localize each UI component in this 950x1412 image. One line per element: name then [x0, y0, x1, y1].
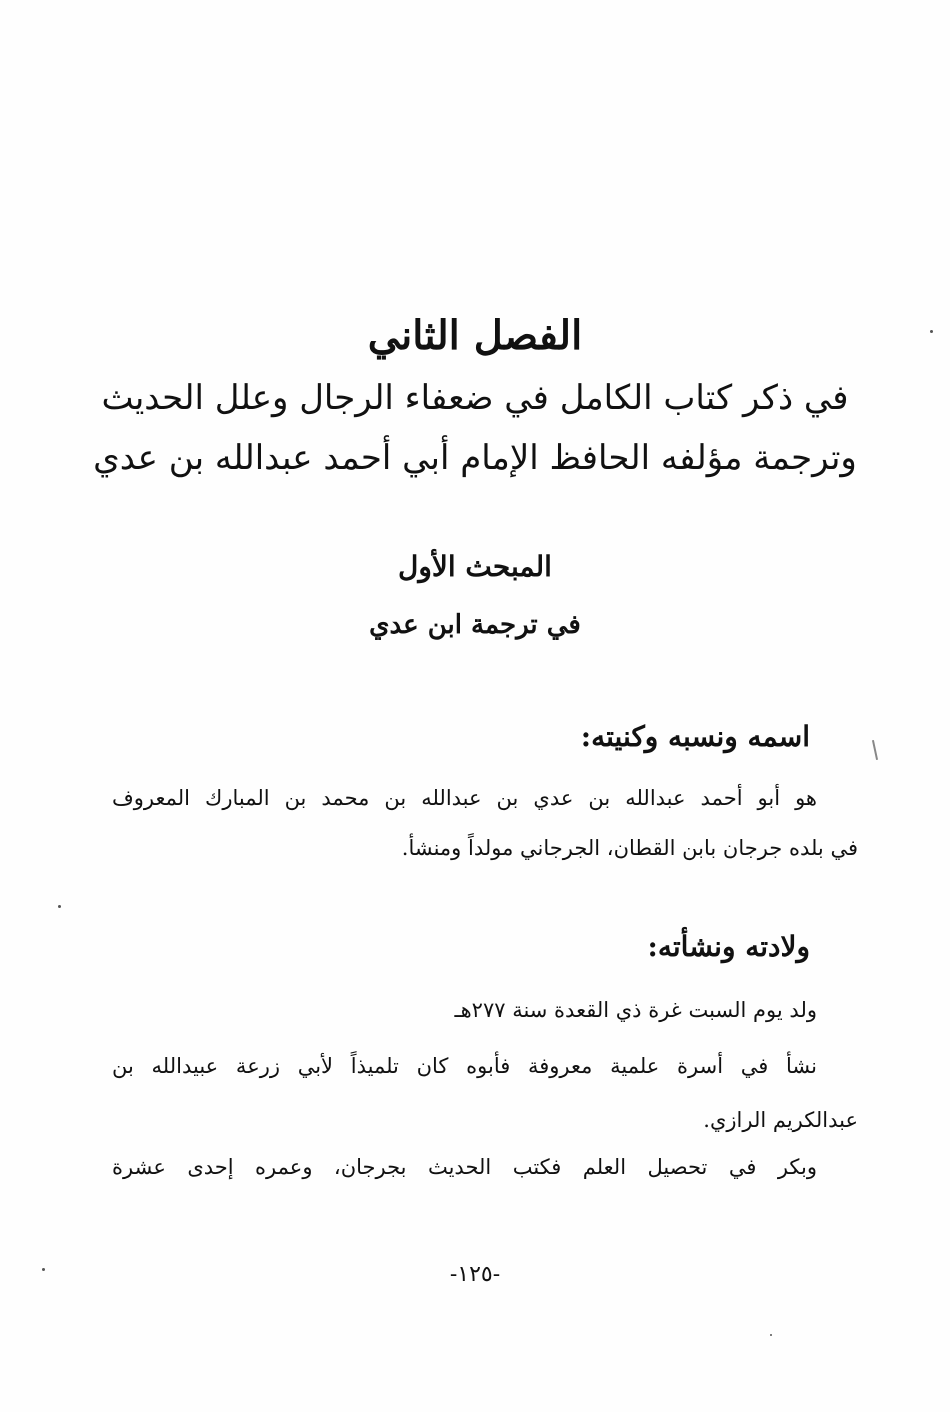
paragraph-name-line-2: في بلده جرجان بابن القطان، الجرجاني مولداً ومنشأ. — [401, 836, 858, 860]
scan-mark — [872, 740, 878, 760]
scan-speck — [770, 1334, 772, 1336]
chapter-subtitle-line-2: وترجمة مؤلفه الحافظ الإمام أبي أحمد عبدالله بن عدي — [93, 438, 857, 478]
paragraph-upbringing-line-1: نشأ في أسرة علمية معروفة فأبوه كان تلميذاً لأبي زرعة عبيدالله بن — [112, 1054, 817, 1078]
page-number: -١٢٥- — [449, 1262, 501, 1287]
heading-birth-upbringing: ولادته ونشأته: — [647, 930, 810, 963]
section-subtitle: في ترجمة ابن عدي — [369, 610, 581, 640]
heading-name-lineage: اسمه ونسبه وكنيته: — [580, 720, 810, 753]
paragraph-birth-date: ولد يوم السبت غرة ذي القعدة سنة ٢٧٧هـ — [454, 998, 817, 1022]
section-title: المبحث الأول — [398, 550, 552, 583]
paragraph-name-line-1: هو أبو أحمد عبدالله بن عدي بن عبدالله بن محمد بن المبارك المعروف — [112, 786, 817, 810]
scan-speck — [58, 905, 61, 908]
scan-speck — [930, 330, 933, 333]
paragraph-upbringing-line-2: عبدالكريم الرازي. — [703, 1108, 858, 1132]
scan-speck — [42, 1268, 45, 1271]
chapter-subtitle-line-1: في ذكر كتاب الكامل في ضعفاء الرجال وعلل الحديث — [101, 378, 849, 418]
paragraph-early-study-line-1: وبكر في تحصيل العلم فكتب الحديث بجرجان، وعمره إحدى عشرة — [112, 1155, 817, 1179]
chapter-title: الفصل الثاني — [367, 312, 583, 359]
